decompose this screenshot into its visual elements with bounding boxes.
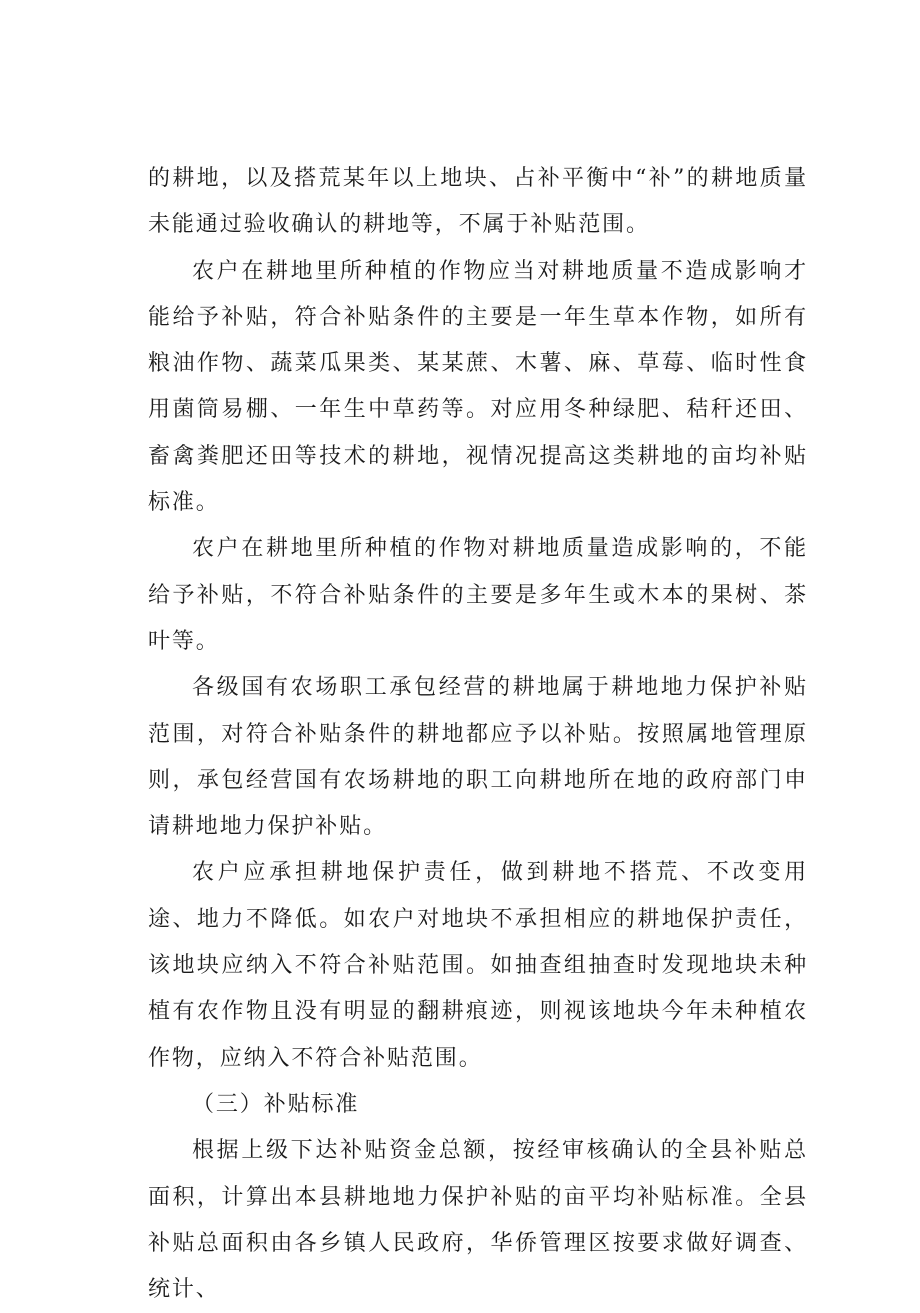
paragraph-crop-ineligibility: 农户在耕地里所种植的作物对耕地质量造成影响的，不能给予补贴，不符合补贴条件的主要是多年生或木本的果树、茶叶等。 [148, 536, 808, 654]
paragraph-continuation: 的耕地，以及搭荒某年以上地块、占补平衡中“补”的耕地质量未能通过验收确认的耕地等，不属于补贴范围。 [148, 166, 808, 238]
document-body [148, 156, 808, 1313]
paragraph-state-farms: 各级国有农场职工承包经营的耕地属于耕地地力保护补贴范围，对符合补贴条件的耕地都应予以补贴。按照属地管理原则，承包经营国有农场耕地的职工向耕地所在地的政府部门申请耕地地力保护补贴。 [148, 675, 808, 840]
section-heading-subsidy-standard: （三）补贴标准 [192, 1091, 360, 1117]
paragraph-crop-eligibility: 农户在耕地里所种植的作物应当对耕地质量不造成影响才能给予补贴，符合补贴条件的主要是一年生草本作物，如所有粮油作物、蔬菜瓜果类、某某蔗、木薯、麻、草莓、临时性食用菌筒易棚、一年生中草药等。对应用冬种绿肥、秸秆还田、畜禽粪肥还田等技术的耕地，视情况提高这类耕地的亩均补贴标准。 [148, 258, 808, 516]
paragraph-subsidy-standard: 根据上级下达补贴资金总额，按经审核确认的全县补贴总面积，计算出本县耕地地力保护补贴的亩平均补贴标准。全县补贴总面积由各乡镇人民政府，华侨管理区按要求做好调查、统计、 [148, 1138, 808, 1303]
paragraph-farmer-responsibility: 农户应承担耕地保护责任，做到耕地不搭荒、不改变用途、地力不降低。如农户对地块不承担相应的耕地保护责任，该地块应纳入不符合补贴范围。如抽查组抽查时发现地块未种植有农作物且没有明显的翻耕痕迹，则视该地块今年未种植农作物，应纳入不符合补贴范围。 [148, 860, 808, 1071]
